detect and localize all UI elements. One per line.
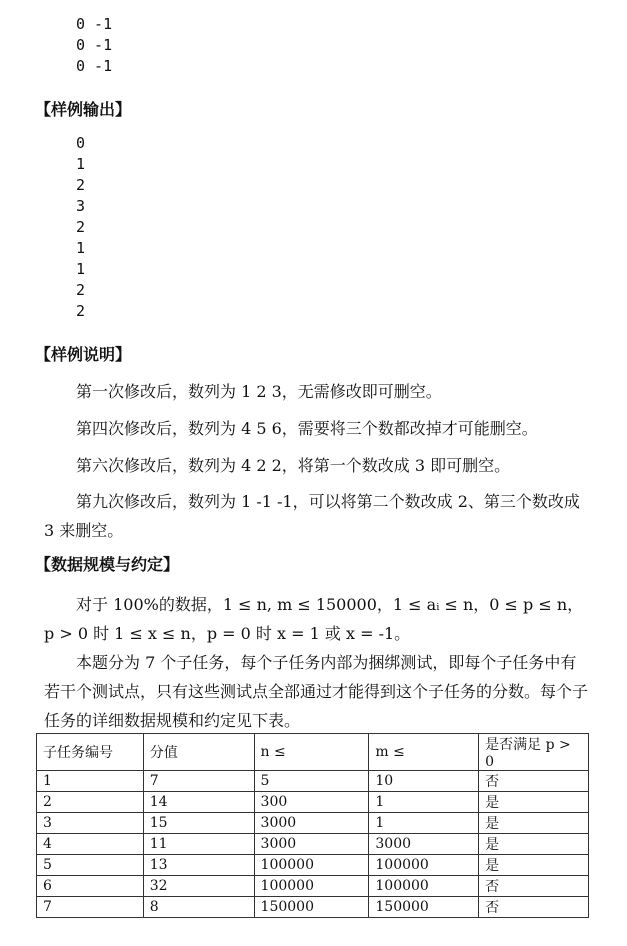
column-header: 是否满足 p > 0 <box>479 734 589 771</box>
table-cell: 1 <box>37 771 144 792</box>
explanation-line: 第四次修改后，数列为 4 5 6，需要将三个数都改掉才可能删空。 <box>76 419 538 438</box>
table-cell: 10 <box>369 771 479 792</box>
table-cell: 1 <box>369 792 479 813</box>
sample-input-tail <box>76 14 112 77</box>
table-cell: 300 <box>254 792 369 813</box>
subtask-description: 本题分为 7 个子任务，每个子任务内部为捆绑测试，即每个子任务中有若干个测试点，只有这些测试点全部通过才能得到这个子任务的分数。每个子任务的详细数据规模和约定见下表。 <box>44 653 589 730</box>
table-cell: 100000 <box>254 876 369 897</box>
sample-explanation-heading: 【样例说明】 <box>35 345 132 364</box>
code-line: 3 <box>76 197 86 215</box>
table-cell: 否 <box>479 771 589 792</box>
table-cell: 13 <box>143 855 254 876</box>
column-header: m ≤ <box>369 734 479 771</box>
explanation-line: 第九次修改后，数列为 1 -1 -1，可以将第二个数改成 2、第三个数改成 3 来删空。 <box>44 492 580 540</box>
table-cell: 2 <box>37 792 144 813</box>
table-cell: 11 <box>143 834 254 855</box>
table-cell: 3000 <box>254 813 369 834</box>
table-row <box>37 813 589 834</box>
table-row <box>37 855 589 876</box>
code-line: 1 <box>76 239 86 257</box>
table-cell: 8 <box>143 897 254 918</box>
table-cell: 7 <box>37 897 144 918</box>
table-cell: 是 <box>479 792 589 813</box>
table-cell: 3 <box>37 813 144 834</box>
table-cell: 3000 <box>369 834 479 855</box>
explanation-line: 第一次修改后，数列为 1 2 3，无需修改即可删空。 <box>76 382 442 401</box>
column-header: n ≤ <box>254 734 369 771</box>
table-cell: 150000 <box>369 897 479 918</box>
table-row <box>37 876 589 897</box>
code-line: 2 <box>76 281 86 299</box>
code-line: 0 -1 <box>76 15 113 33</box>
code-line: 2 <box>76 176 86 194</box>
table-cell: 32 <box>143 876 254 897</box>
table-cell: 5 <box>254 771 369 792</box>
table-cell: 4 <box>37 834 144 855</box>
code-line: 0 <box>76 134 86 152</box>
table-cell: 100000 <box>254 855 369 876</box>
table-row <box>37 897 589 918</box>
sample-output-block <box>76 133 85 322</box>
constraints-paragraph: 对于 100%的数据，1 ≤ n, m ≤ 150000，1 ≤ aᵢ ≤ n，0 ≤ p ≤ n，p > 0 时 1 ≤ x ≤ n，p = 0 时 x = 1 或 x = -1。 <box>44 595 584 643</box>
table-cell: 是 <box>479 834 589 855</box>
table-cell: 100000 <box>369 876 479 897</box>
code-line: 1 <box>76 155 86 173</box>
table-cell: 100000 <box>369 855 479 876</box>
column-header: 子任务编号 <box>37 734 144 771</box>
table-row <box>37 792 589 813</box>
table-row <box>37 771 589 792</box>
sample-output-heading: 【样例输出】 <box>35 100 132 119</box>
table-cell: 14 <box>143 792 254 813</box>
explanation-line: 第六次修改后，数列为 4 2 2，将第一个数改成 3 即可删空。 <box>76 456 511 475</box>
constraints-heading: 【数据规模与约定】 <box>35 555 180 574</box>
table-cell: 1 <box>369 813 479 834</box>
column-header: 分值 <box>143 734 254 771</box>
code-line: 2 <box>76 302 86 320</box>
table-cell: 150000 <box>254 897 369 918</box>
table-cell: 3000 <box>254 834 369 855</box>
table-cell: 否 <box>479 897 589 918</box>
code-line: 0 -1 <box>76 36 113 54</box>
subtask-table <box>36 733 589 918</box>
code-line: 2 <box>76 218 86 236</box>
table-cell: 7 <box>143 771 254 792</box>
table-cell: 6 <box>37 876 144 897</box>
table-cell: 15 <box>143 813 254 834</box>
table-cell: 是 <box>479 813 589 834</box>
code-line: 0 -1 <box>76 57 113 75</box>
table-header-row <box>37 734 589 771</box>
table-cell: 5 <box>37 855 144 876</box>
table-cell: 是 <box>479 855 589 876</box>
table-row <box>37 834 589 855</box>
code-line: 1 <box>76 260 86 278</box>
table-cell: 否 <box>479 876 589 897</box>
